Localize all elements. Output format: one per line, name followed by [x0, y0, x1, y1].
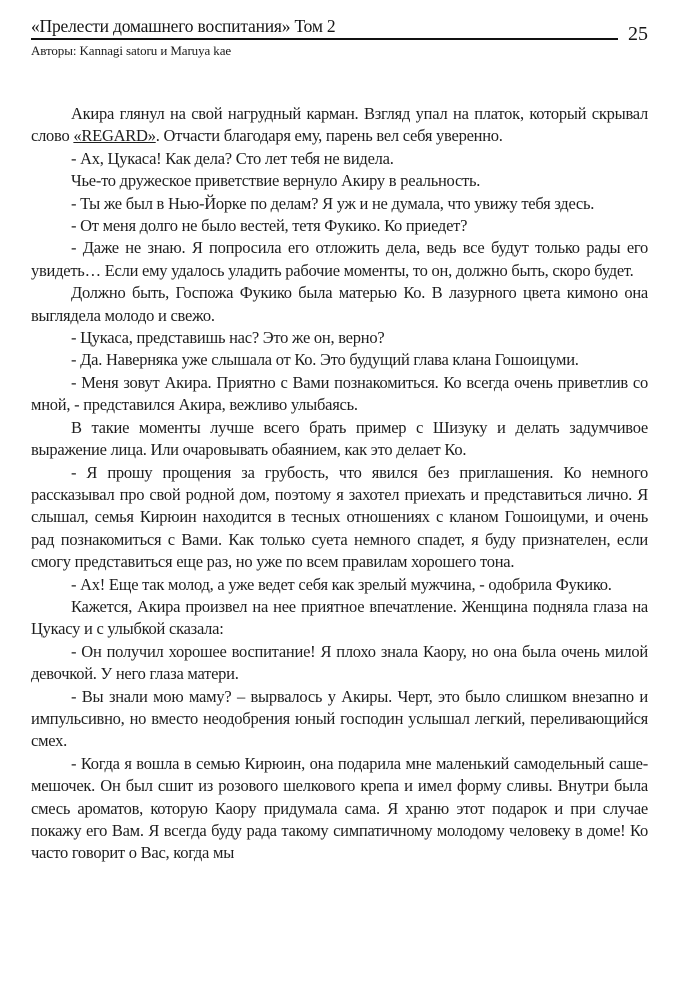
paragraph: Кажется, Акира произвел на нее приятное впечатление. Женщина подняла глаза на Цукасу и с улыбкой сказала:	[31, 596, 648, 639]
page-title: «Прелести домашнего воспитания» Том 2	[31, 16, 336, 36]
body-text	[31, 103, 648, 865]
paragraph: - Да. Наверняка уже слышала от Ко. Это будущий глава клана Гошоицуми.	[71, 350, 579, 370]
paragraph: - Ты же был в Нью-Йорке по делам? Я уж и не думала, что увижу тебя здесь.	[71, 193, 595, 213]
paragraph: - Я прошу прощения за грубость, что явился без приглашения. Ко немного рассказывал про свой родной дом, поэтому я захотел приехать и представиться лично. Я слышал, семья Кирюин находится в тесных отношениях с кланом Гошоицуми, и очень рад познакомиться с Вами. Как только суета немного спадет, я буду признателен, если смогу представиться еще раз, но уже по всем правилам хорошего тона.	[31, 462, 648, 572]
paragraph: - Ах, Цукаса! Как дела? Сто лет тебя не видела.	[71, 148, 394, 168]
page-header	[31, 16, 648, 45]
paragraph: - Даже не знаю. Я попросила его отложить дела, ведь все будут только рады его увидеть… Если ему удалось уладить рабочие моменты, то он, должно быть, скоро будет.	[31, 238, 648, 280]
paragraph: Чье-то дружеское приветствие вернуло Акиру в реальность.	[71, 171, 481, 191]
paragraph: Должно быть, Госпожа Фукико была матерью Ко. В лазурного цвета кимоно она выглядела молодо и свежо.	[31, 283, 648, 325]
paragraph: - Он получил хорошее воспитание! Я плохо знала Каору, но она была очень милой девочкой. У него глаза матери.	[31, 641, 648, 684]
paragraph: - Цукаса, представишь нас? Это же он, верно?	[71, 328, 385, 348]
paragraph: - Ах! Еще так молод, а уже ведет себя как зрелый мужчина, - одобрила Фукико.	[71, 574, 612, 594]
header-rule	[31, 16, 618, 40]
page-number: 25	[628, 23, 648, 45]
paragraph: - Вы знали мою маму? – вырвалось у Акиры. Черт, это было слишком внезапно и импульсивно, но вместо неодобрения юный господин услышал легкий, переливающийся смех.	[31, 686, 648, 751]
paragraph-text: . Отчасти благодаря ему, парень вел себя уверенно.	[155, 126, 503, 146]
regard-underlined-word: «REGARD»	[73, 126, 156, 146]
authors-line: Авторы: Kannagi satoru и Maruya kae	[31, 43, 232, 58]
paragraph: - От меня долго не было вестей, тетя Фукико. Ко приедет?	[71, 216, 468, 236]
paragraph	[31, 103, 648, 148]
paragraph: - Когда я вошла в семью Кирюин, она подарила мне маленький самодельный саше-мешочек. Он был сшит из розового шелкового крепа и имел форму сливы. Внутри была смесь ароматов, которую Каору придумала сама. Я храню этот подарок и при случае покажу его Вам. Я всегда буду рада такому симпатичному молодому человеку в доме! Ко часто говорит о Вас, когда мы	[31, 753, 648, 863]
paragraph: - Меня зовут Акира. Приятно с Вами познакомиться. Ко всегда очень приветлив со мной, - представился Акира, вежливо улыбаясь.	[31, 372, 648, 415]
paragraph: В такие моменты лучше всего брать пример с Шизуку и делать задумчивое выражение лица. Или очаровывать обаянием, как это делает Ко.	[31, 417, 648, 460]
paragraph-text: Акира глянул на свой нагрудный карман. Взгляд упал на платок, который скрывал слово	[31, 104, 648, 146]
